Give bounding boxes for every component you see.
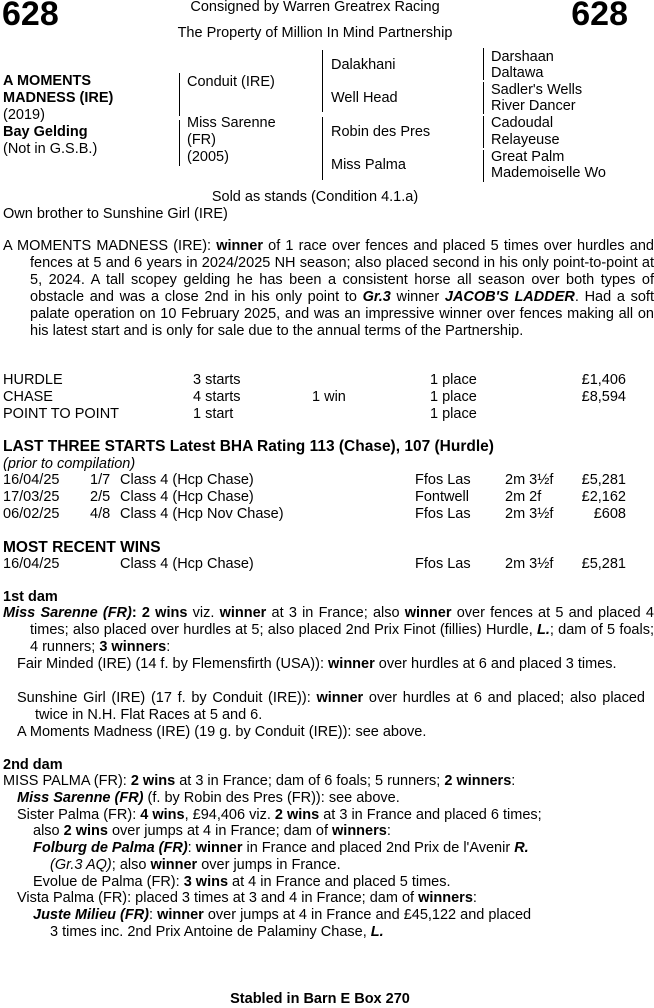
start-race: Class 4 (Hcp Nov Chase) bbox=[120, 506, 284, 522]
start-date: 17/03/25 bbox=[3, 489, 60, 505]
dam-text: : bbox=[472, 890, 477, 906]
dam-winner: winner bbox=[157, 907, 204, 923]
second-dam-line bbox=[33, 823, 391, 840]
produce-text: Fair Minded (IRE) (14 f. by Flemensfirth (USA)): bbox=[17, 656, 329, 672]
start-position: 1/7 bbox=[90, 472, 111, 488]
record-row bbox=[3, 372, 629, 389]
dam-winner: winner bbox=[219, 605, 267, 621]
desc-winner: winner bbox=[216, 238, 263, 254]
record-type: POINT TO POINT bbox=[3, 406, 120, 422]
gen2-2: Well Head bbox=[331, 90, 398, 106]
produce-text: over hurdles at 6 and placed; also placed twice in N.H. Flat Races at 5 and 6. bbox=[35, 690, 645, 723]
dam-text: : bbox=[511, 773, 516, 789]
produce-text: A Moments Madness (IRE) (19 g. by Conduit (IRE)): see above. bbox=[17, 724, 427, 740]
produce-text: Sunshine Girl (IRE) (17 f. by Conduit (IRE)): bbox=[17, 690, 317, 706]
start-date: 06/02/25 bbox=[3, 506, 60, 522]
gen3-6: Relayeuse bbox=[491, 132, 560, 148]
dam-line-3: (2005) bbox=[187, 149, 229, 165]
pedigree-bracket bbox=[483, 150, 484, 182]
start-prize: £2,162 bbox=[581, 489, 626, 505]
start-distance: 2m 3½f bbox=[505, 506, 554, 522]
start-position: 4/8 bbox=[90, 506, 111, 522]
gen3-4: River Dancer bbox=[491, 98, 576, 114]
record-row bbox=[3, 406, 629, 423]
desc-text: winner bbox=[390, 289, 445, 305]
second-dam-line bbox=[33, 907, 531, 924]
dam-text: over jumps at 4 in France and £45,122 and placed bbox=[203, 907, 532, 923]
produce-winner: winner bbox=[316, 690, 364, 706]
second-dam-line bbox=[17, 807, 542, 824]
dam-wins: 2 wins bbox=[63, 823, 108, 839]
dam-text: over jumps at 4 in France; dam of bbox=[107, 823, 333, 839]
desc-grade: Gr.3 bbox=[362, 289, 391, 305]
start-position: 2/5 bbox=[90, 489, 111, 505]
dam-text: viz. bbox=[187, 605, 220, 621]
dam-text: Vista Palma (FR): placed 3 times at 3 and 4 in France; dam of bbox=[17, 890, 419, 906]
produce-entry bbox=[17, 656, 645, 673]
start-row bbox=[3, 506, 629, 523]
dam-line-2: (FR) bbox=[187, 132, 216, 148]
start-course: Ffos Las bbox=[415, 472, 471, 488]
dam-text: : bbox=[149, 907, 158, 923]
record-places: 1 place bbox=[430, 372, 477, 388]
dam-name: Juste Milieu (FR) bbox=[33, 907, 150, 923]
lot-number-left: 628 bbox=[2, 0, 59, 33]
dam-winners: 2 winners bbox=[444, 773, 512, 789]
dam-text: at 3 in France; also bbox=[266, 605, 405, 621]
start-distance: 2m 2f bbox=[505, 489, 542, 505]
gen3-5: Cadoudal bbox=[491, 115, 554, 131]
first-dam-paragraph bbox=[3, 605, 654, 656]
desc-text: A MOMENTS MADNESS (IRE): bbox=[3, 238, 217, 254]
dam-text: over jumps in France. bbox=[197, 857, 341, 873]
start-prize: £608 bbox=[593, 506, 626, 522]
win-row bbox=[3, 556, 629, 573]
start-course: Ffos Las bbox=[415, 506, 471, 522]
own-brother: Own brother to Sunshine Girl (IRE) bbox=[3, 206, 228, 222]
lot-number-right: 628 bbox=[571, 0, 628, 33]
start-distance: 2m 3½f bbox=[505, 472, 554, 488]
dam-text: ; also bbox=[111, 857, 151, 873]
second-dam-line bbox=[3, 773, 515, 790]
pedigree-bracket bbox=[179, 73, 180, 116]
start-race: Class 4 (Hcp Chase) bbox=[120, 472, 254, 488]
second-dam-line bbox=[33, 840, 529, 857]
gen3-1: Darshaan bbox=[491, 49, 554, 65]
dam-wins: 2 wins bbox=[274, 807, 320, 823]
gen3-7: Great Palm bbox=[491, 149, 565, 165]
win-race: Class 4 (Hcp Chase) bbox=[120, 556, 254, 572]
dam-wins: 3 wins bbox=[183, 874, 229, 890]
dam-text: , £94,406 viz. bbox=[184, 807, 275, 823]
horse-description: Bay Gelding bbox=[3, 124, 88, 140]
dam-wins: 4 wins bbox=[140, 807, 185, 823]
start-course: Fontwell bbox=[415, 489, 469, 505]
dam-text: : bbox=[187, 840, 196, 856]
dam-text: at 4 in France and placed 5 times. bbox=[228, 874, 451, 890]
horse-name-2: MADNESS (IRE) bbox=[3, 90, 114, 106]
record-money: £1,406 bbox=[581, 372, 626, 388]
listed-marker: L. bbox=[537, 622, 550, 638]
race-grade: R. bbox=[514, 840, 529, 856]
horse-name-1: A MOMENTS bbox=[3, 73, 92, 89]
produce-text: over hurdles at 6 and placed 3 times. bbox=[374, 656, 617, 672]
win-course: Ffos Las bbox=[415, 556, 471, 572]
dam-winner: winner bbox=[150, 857, 198, 873]
dam-winners: 3 winners bbox=[99, 639, 167, 655]
gen3-8: Mademoiselle Wo bbox=[491, 165, 606, 181]
dam-text: : bbox=[386, 823, 391, 839]
gen2-4: Miss Palma bbox=[331, 157, 406, 173]
second-dam-line bbox=[17, 890, 477, 907]
desc-text: . Had a soft palate operation on 10 February 2025, and was an impressive winner over fences making all on his latest start and is only for sale due to the annual terms of the Partnership. bbox=[30, 289, 654, 339]
record-starts: 4 starts bbox=[193, 389, 241, 405]
pedigree-bracket bbox=[322, 50, 323, 112]
dam-name: Folburg de Palma (FR) bbox=[33, 840, 188, 856]
dam-name: Miss Sarenne (FR) bbox=[17, 790, 144, 806]
pedigree-bracket bbox=[483, 116, 484, 148]
horse-year: (2019) bbox=[3, 107, 45, 123]
record-starts: 1 start bbox=[193, 406, 234, 422]
dam-text: over fences at 5 and placed 4 times; also placed over hurdles at 5; also placed 2nd Prix Finot (fillies) Hurdle, bbox=[30, 605, 654, 638]
dam-text: Sister Palma (FR): bbox=[17, 807, 141, 823]
dam-text: 3 times inc. 2nd Prix Antoine de Palaminy Chase, bbox=[50, 924, 371, 940]
second-dam-heading: 2nd dam bbox=[3, 757, 63, 773]
second-dam-line bbox=[50, 857, 341, 874]
gen3-2: Daltawa bbox=[491, 65, 544, 81]
dam-wins: 2 wins bbox=[141, 605, 188, 621]
dam-winners: winners bbox=[418, 890, 473, 906]
record-places: 1 place bbox=[430, 389, 477, 405]
record-starts: 3 starts bbox=[193, 372, 241, 388]
dam-name: Miss Sarenne (FR) bbox=[3, 605, 132, 621]
sire: Conduit (IRE) bbox=[187, 74, 275, 90]
dam-text: MISS PALMA (FR): bbox=[3, 773, 131, 789]
dam-text: at 3 in France and placed 6 times; bbox=[319, 807, 542, 823]
produce-winner: winner bbox=[328, 656, 375, 672]
pedigree-bracket bbox=[483, 82, 484, 114]
dam-text: Evolue de Palma (FR): bbox=[33, 874, 184, 890]
stabled-location: Stabled in Barn E Box 270 bbox=[230, 991, 410, 1007]
second-dam-line bbox=[33, 874, 451, 891]
race-grade: (Gr.3 AQ) bbox=[50, 857, 112, 873]
dam-winner: winner bbox=[195, 840, 243, 856]
record-row bbox=[3, 389, 629, 406]
win-date: 16/04/25 bbox=[3, 556, 60, 572]
gen3-3: Sadler's Wells bbox=[491, 82, 583, 98]
first-dam-heading: 1st dam bbox=[3, 589, 58, 605]
dam-winners: winners bbox=[332, 823, 387, 839]
property-of: The Property of Million In Mind Partnership bbox=[177, 25, 453, 41]
start-row bbox=[3, 489, 629, 506]
gen2-1: Dalakhani bbox=[331, 57, 396, 73]
horse-gsb: (Not in G.S.B.) bbox=[3, 141, 98, 157]
win-prize: £5,281 bbox=[581, 556, 626, 572]
produce-entry bbox=[17, 724, 645, 741]
produce-entry bbox=[17, 690, 645, 724]
start-prize: £5,281 bbox=[581, 472, 626, 488]
start-date: 16/04/25 bbox=[3, 472, 60, 488]
listed-marker: L. bbox=[370, 924, 384, 940]
desc-text: of 1 race over fences and placed 5 times over hurdles and fences at 5 and 6 years in 2024/2025 NH season; also placed second in his only point-to-point at 5, 2024. A tall scopey gelding he has been a consistent horse all season over both types of obstacle and was a close 2nd in his only point to bbox=[30, 238, 654, 305]
recent-wins-heading: MOST RECENT WINS bbox=[3, 539, 161, 556]
start-row bbox=[3, 472, 629, 489]
dam-text: (f. by Robin des Pres (FR)): see above. bbox=[143, 790, 400, 806]
desc-horse: JACOB'S LADDER bbox=[444, 289, 575, 305]
second-dam-line bbox=[50, 924, 384, 941]
dam-line-1: Miss Sarenne bbox=[187, 115, 276, 131]
dam-text: at 3 in France; dam of 6 foals; 5 runners; bbox=[175, 773, 445, 789]
last-three-note: (prior to compilation) bbox=[3, 456, 136, 472]
record-type: CHASE bbox=[3, 389, 53, 405]
record-places: 1 place bbox=[430, 406, 477, 422]
pedigree-bracket bbox=[483, 48, 484, 80]
consignor: Consigned by Warren Greatrex Racing bbox=[190, 0, 440, 15]
dam-text: ; dam of 5 foals; 4 runners; bbox=[30, 622, 654, 655]
second-dam-line bbox=[17, 790, 400, 807]
description-paragraph bbox=[3, 238, 654, 340]
sold-as: Sold as stands (Condition 4.1.a) bbox=[211, 189, 419, 205]
pedigree-bracket bbox=[179, 120, 180, 166]
record-type: HURDLE bbox=[3, 372, 63, 388]
pedigree-bracket bbox=[322, 117, 323, 180]
dam-text: in France and placed 2nd Prix de l'Avenir bbox=[242, 840, 515, 856]
record-money: £8,594 bbox=[581, 389, 626, 405]
dam-text: also bbox=[33, 823, 64, 839]
record-wins: 1 win bbox=[312, 389, 346, 405]
last-three-heading: LAST THREE STARTS Latest BHA Rating 113 (Chase), 107 (Hurdle) bbox=[3, 438, 494, 455]
dam-winner: winner bbox=[404, 605, 452, 621]
dam-wins: 2 wins bbox=[130, 773, 176, 789]
dam-text: : bbox=[166, 639, 171, 655]
gen2-3: Robin des Pres bbox=[331, 124, 431, 140]
dam-text: : bbox=[131, 605, 142, 621]
start-race: Class 4 (Hcp Chase) bbox=[120, 489, 254, 505]
win-distance: 2m 3½f bbox=[505, 556, 554, 572]
